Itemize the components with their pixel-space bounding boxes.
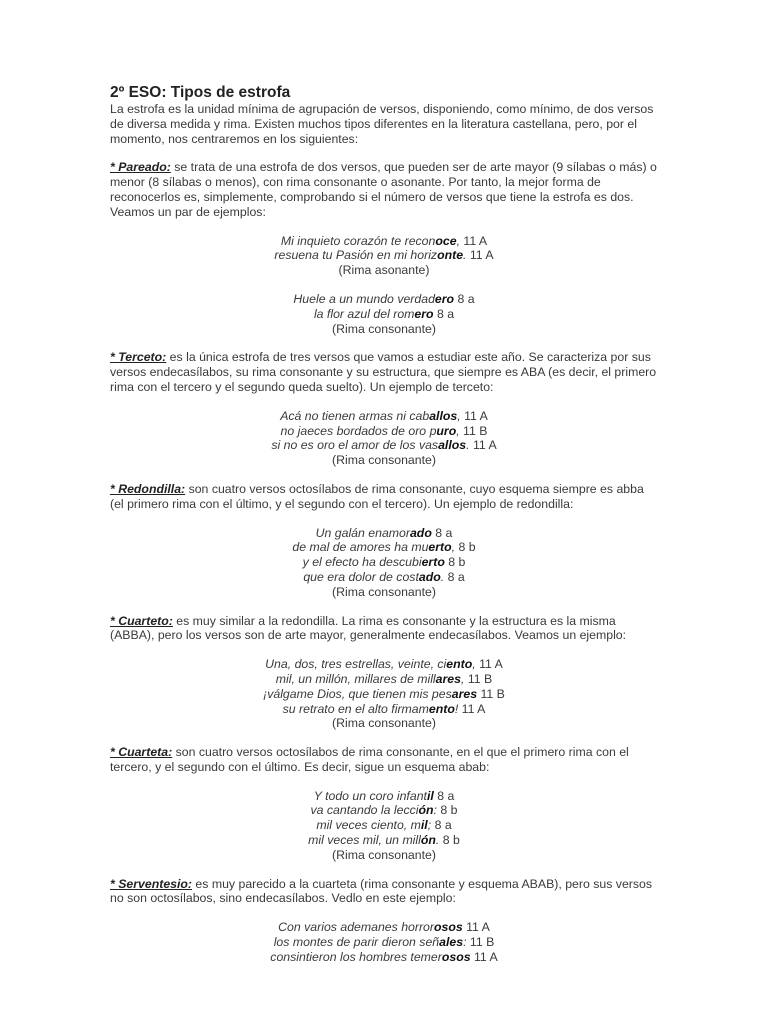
rhyme-syllable: uro	[436, 423, 457, 438]
rhyme-syllable: il	[420, 818, 428, 833]
rhyme-syllable: erto	[428, 540, 452, 555]
rhyme-syllable: allos	[429, 408, 458, 423]
document-page	[110, 84, 658, 979]
stanza-gap	[110, 278, 658, 292]
verse-line	[110, 424, 658, 439]
meter-label: 8 a	[431, 818, 452, 833]
meter-label: 11 A	[475, 657, 503, 672]
verse-punctuation: :	[463, 935, 467, 950]
meter-label: 11 B	[477, 686, 505, 701]
verse-text: mil veces mil, un mill	[308, 833, 421, 848]
verse-line	[110, 789, 658, 804]
rhyme-type-note: (Rima asonante)	[338, 263, 430, 278]
rhyme-type-note: (Rima consonante)	[332, 847, 436, 862]
verse-punctuation: ,	[451, 540, 456, 555]
verse-example	[110, 657, 658, 731]
verse-text: no jaeces bordados de oro p	[280, 423, 437, 438]
rhyme-syllable: ares	[451, 686, 478, 701]
strophe-description: es muy similar a la redondilla. La rima es consonante y la estructura es la misma (ABBA), pero los versos son de arte mayor, generalmente endecasílabos. Veamos un ejemplo:	[110, 613, 627, 643]
rhyme-syllable: erto	[421, 555, 445, 570]
verse-text: los montes de parir dieron señ	[273, 935, 440, 950]
verse-text: ¡válgame Dios, que tienen mis pes	[263, 686, 452, 701]
verse-text: Una, dos, tres estrellas, veinte, ci	[265, 657, 447, 672]
rhyme-syllable: oce	[435, 233, 457, 248]
meter-label: 11 A	[470, 949, 498, 964]
meter-label: 11 B	[466, 935, 495, 950]
verse-line	[110, 950, 658, 965]
rhyme-syllable: il	[426, 788, 434, 803]
meter-label: 8 b	[436, 803, 458, 818]
strophe-term: * Pareado:	[110, 160, 171, 175]
verse-line	[110, 526, 658, 541]
verse-punctuation: .	[440, 569, 445, 584]
verse-text: Un galán enamor	[315, 525, 410, 540]
verse-line	[110, 292, 658, 307]
verse-example	[110, 526, 658, 600]
rhyme-syllable: ero	[414, 306, 434, 321]
strophe-term: * Cuarteta:	[110, 745, 173, 760]
verse-text: mil, un millón, millares de mill	[275, 671, 436, 686]
meter-label: 8 a	[454, 291, 475, 306]
intro-paragraph: La estrofa es la unidad mínima de agrupación de versos, disponiendo, como mínimo, de dos versos de diversa medida y rima. Existen muchos tipos diferentes en la literatura castellana, pero, por el momento, nos centraremos en los siguientes:	[110, 102, 654, 146]
strophe-description: son cuatro versos octosílabos de rima consonante, en el que el primero rima con el tercero, y el segundo con el último. Es decir, sigue un esquema abab:	[110, 745, 629, 774]
verse-example	[110, 920, 658, 964]
rhyme-syllable: ado	[418, 569, 441, 584]
rhyme-type-note: (Rima consonante)	[332, 453, 436, 468]
rhyme-syllable: ales	[439, 935, 464, 950]
strophe-description: es muy parecido a la cuarteta (rima consonante y esquema ABAB), pero sus versos no son octosílabos, sino endecasílabos. Vedlo en este ejemplo:	[110, 876, 653, 906]
rhyme-syllable: ón	[420, 833, 436, 848]
verse-line	[110, 803, 658, 818]
rhyme-syllable: ón	[418, 803, 434, 818]
verse-line	[110, 409, 658, 424]
meter-label: 11 A	[466, 248, 494, 263]
verse-example	[110, 789, 658, 863]
verse-text: de mal de amores ha mu	[292, 540, 429, 555]
verse-line	[110, 935, 658, 950]
verse-punctuation: ;	[427, 818, 432, 833]
verse-text: si no es oro el amor de los vas	[271, 438, 439, 453]
meter-label: 11 A	[469, 438, 497, 453]
verse-line	[110, 672, 658, 687]
rhyme-syllable: osos	[441, 949, 471, 964]
verse-example	[110, 234, 658, 337]
verse-text: Y todo un coro infant	[313, 788, 427, 803]
rhyme-type-note: (Rima consonante)	[332, 321, 436, 336]
meter-label: 8 a	[444, 569, 465, 584]
verse-line	[110, 570, 658, 585]
verse-line	[110, 702, 658, 717]
verse-line	[110, 657, 658, 672]
verse-line	[110, 248, 658, 263]
verse-text: consintieron los hombres temer	[270, 949, 442, 964]
rhyme-type-note: (Rima consonante)	[332, 584, 436, 599]
strophe-description: se trata de una estrofa de dos versos, que pueden ser de arte mayor (9 sílabas o más) o menor (8 sílabas o menos), con rima consonante o asonante. Por tanto, la mejor forma de reconocerlos es, simplemente, comprobando si el número de versos que tiene la estrofa es dos. Veamos un par de ejemplos:	[110, 160, 657, 219]
sections-container	[110, 160, 658, 964]
strophe-term: * Terceto:	[110, 350, 167, 365]
verse-punctuation: .	[463, 248, 467, 263]
verse-text: resuena tu Pasión en mi horiz	[274, 248, 438, 263]
verse-punctuation: .	[466, 438, 470, 453]
section-definition	[110, 745, 658, 775]
rhyme-syllable: ado	[409, 525, 432, 540]
verse-punctuation: ,	[456, 423, 460, 438]
meter-label: 8 b	[439, 833, 460, 848]
verse-line	[110, 818, 658, 833]
meter-label: 11 A	[459, 233, 488, 248]
rhyme-syllable: ento	[446, 657, 473, 672]
strophe-description: es la única estrofa de tres versos que vamos a estudiar este año. Se caracteriza por sus versos endecasílabos, su rima consonante y su estructura, que siempre es ABA (es decir, el primero rima con el tercero y el segundo queda suelto). Un ejemplo de terceto:	[110, 350, 657, 394]
verse-line	[110, 307, 658, 322]
meter-label: 8 a	[431, 525, 453, 540]
meter-label: 11 A	[458, 701, 486, 716]
verse-line	[110, 833, 658, 848]
verse-line	[110, 234, 658, 249]
verse-text: va cantando la lecci	[310, 803, 419, 818]
verse-punctuation: ,	[457, 408, 461, 423]
verse-line	[110, 555, 658, 570]
verse-text: Huele a un mundo verdad	[293, 291, 435, 306]
rhyme-syllable: onte	[437, 248, 464, 263]
verse-punctuation: ,	[456, 233, 460, 248]
rhyme-type-note: (Rima consonante)	[332, 716, 436, 731]
meter-label: 8 b	[444, 555, 466, 570]
page-title: 2º ESO: Tipos de estrofa	[110, 84, 291, 101]
rhyme-syllable: ento	[428, 701, 455, 716]
meter-label: 8 b	[455, 540, 476, 555]
verse-text: y el efecto ha descubi	[302, 555, 422, 570]
verse-example	[110, 409, 658, 468]
section-definition	[110, 877, 658, 907]
section-definition	[110, 350, 658, 394]
verse-text: su retrato en el alto firmam	[282, 701, 429, 716]
section-definition	[110, 160, 658, 219]
rhyme-syllable: ero	[434, 291, 455, 306]
strophe-term: * Cuarteto:	[110, 613, 173, 628]
verse-text: Mi inquieto corazón te recon	[280, 233, 436, 248]
rhyme-syllable: ares	[435, 671, 461, 686]
verse-line	[110, 540, 658, 555]
strophe-term: * Serventesio:	[110, 876, 193, 891]
verse-text: la flor azul del rom	[313, 306, 415, 321]
verse-line	[110, 687, 658, 702]
verse-text: que era dolor de cost	[303, 569, 419, 584]
verse-punctuation: :	[433, 803, 437, 818]
verse-line	[110, 438, 658, 453]
verse-punctuation: ,	[472, 657, 476, 672]
verse-text: mil veces ciento, m	[316, 818, 421, 833]
rhyme-syllable: allos	[438, 438, 467, 453]
section-definition	[110, 482, 658, 512]
strophe-term: * Redondilla:	[110, 481, 186, 496]
meter-label: 8 a	[433, 306, 455, 321]
meter-label: 11 B	[459, 423, 488, 438]
meter-label: 8 a	[433, 788, 455, 803]
verse-punctuation: .	[435, 833, 440, 848]
verse-text: Con varios ademanes horror	[278, 920, 434, 935]
rhyme-syllable: osos	[434, 920, 463, 935]
verse-punctuation: !	[454, 701, 459, 716]
meter-label: 11 A	[462, 920, 490, 935]
section-definition	[110, 614, 658, 644]
meter-label: 11 B	[464, 671, 493, 686]
strophe-description: son cuatro versos octosílabos de rima consonante, cuyo esquema siempre es abba (el primero rima con el último, y el segundo con el tercero). Un ejemplo de redondilla:	[110, 481, 644, 511]
meter-label: 11 A	[460, 408, 488, 423]
verse-line	[110, 920, 658, 935]
verse-punctuation: ,	[460, 671, 465, 686]
verse-text: Acá no tienen armas ni cab	[280, 408, 430, 423]
